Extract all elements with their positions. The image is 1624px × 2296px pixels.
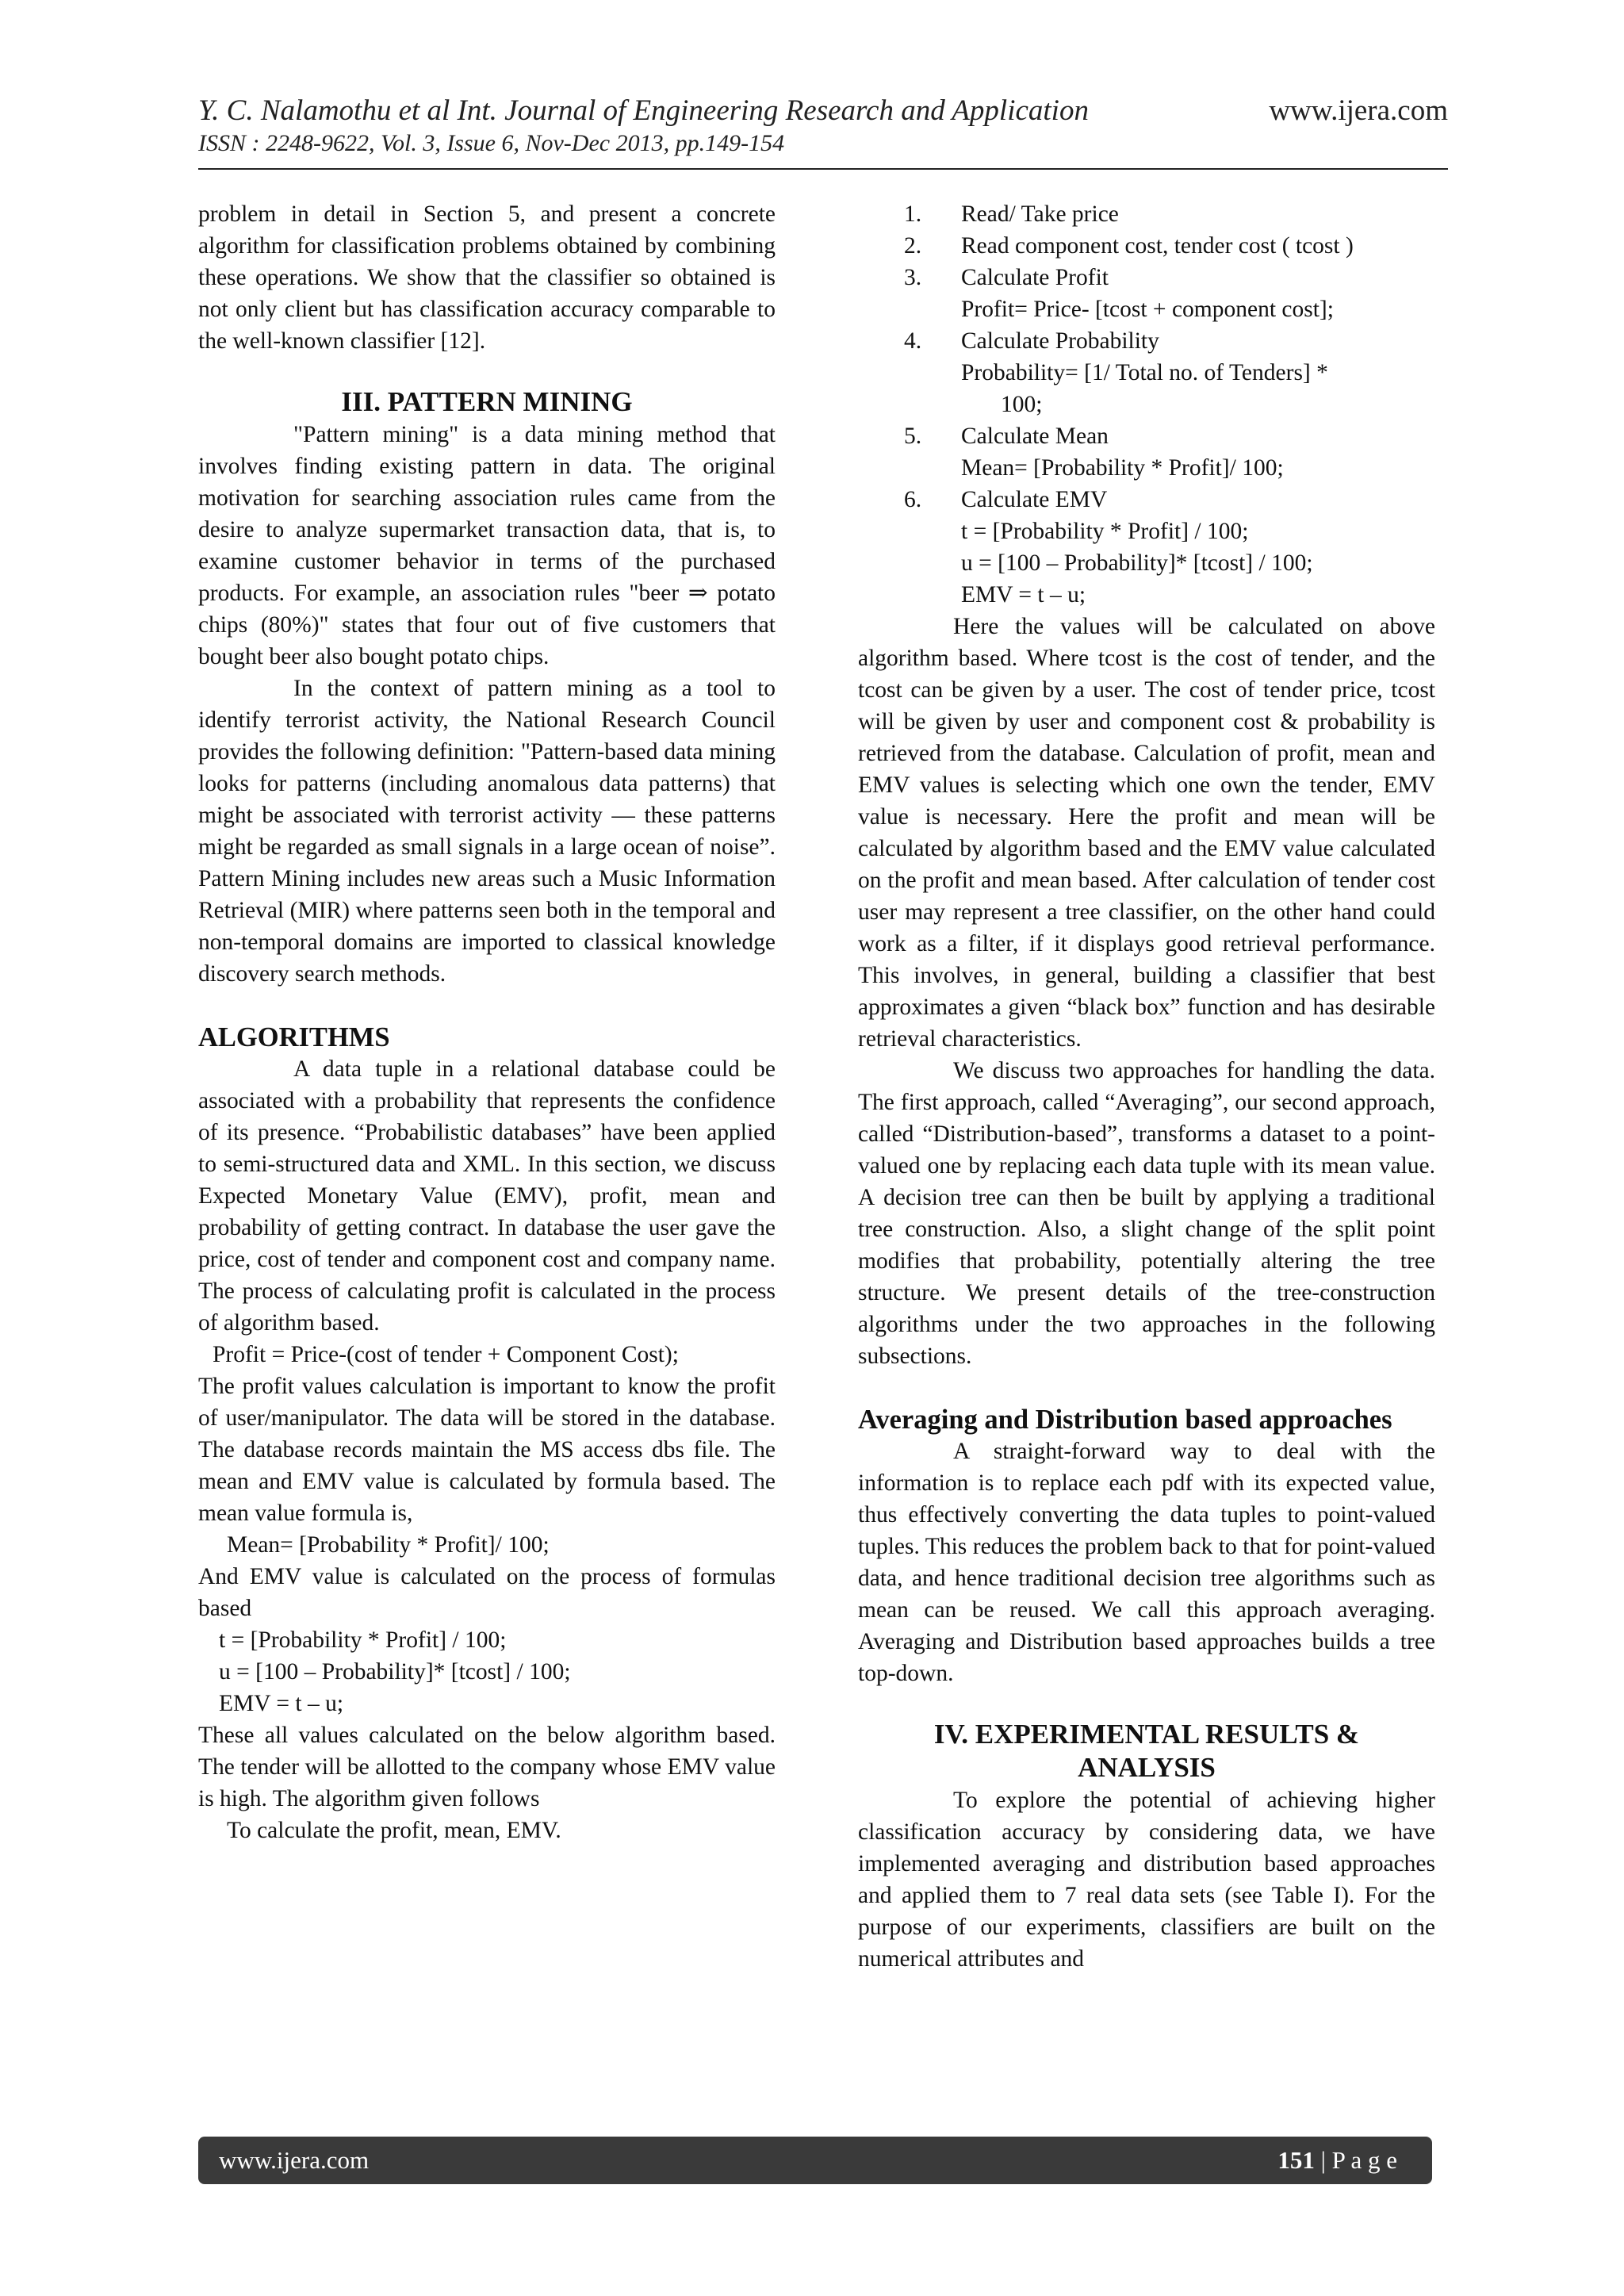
- step-formula: EMV = t – u;: [961, 582, 1086, 608]
- right-paragraph-1: Here the values will be calculated on above algorithm based. Where tcost is the cost of tender, and the tcost can be given by a user. The cost of tender price, tcost will be given by user and component cost & probability is retrieved from the database. Calculation of profit, mean and EMV values is selecting which one own the tender, EMV value is necessary. Here the profit and mean will be calculated by algorithm based and the EMV value calculated on the profit and mean based. After calculation of tender cost user may represent a tree classifier, on the other hand could work as a filter, if it displays good retrieval performance. This involves, in general, building a classifier that best approximates a given “black box” function and has desirable retrieval characteristics.: [858, 614, 1435, 1052]
- algorithm-step: [858, 420, 1435, 452]
- step-text: Read component cost, tender cost ( tcost ): [961, 233, 1354, 259]
- right-paragraph-4: To explore the potential of achieving higher classification accuracy by considering data, we have implemented averaging and distribution based approaches and applied them to 7 real data sets (see Table I). For the purpose of our experiments, classifiers are built on the numerical attributes and: [858, 1788, 1435, 1972]
- step-formula: Probability= [1/ Total no. of Tenders] *: [961, 360, 1328, 385]
- profit-formula: Profit = Price-(cost of tender + Component Cost);: [213, 1342, 679, 1367]
- step-text: Read/ Take price: [961, 201, 1119, 227]
- step-number: 6.: [904, 487, 922, 512]
- averaging-heading: Averaging and Distribution based approaches: [858, 1405, 1392, 1435]
- page-footer: [198, 2137, 1432, 2184]
- right-column: [858, 198, 1435, 1975]
- pattern-mining-paragraph-2: In the context of pattern mining as a tool to identify terrorist activity, the National Research Council provides the following definition: "Pattern-based data mining looks for patterns (including anomalous data patterns) that might be associated with terrorist activity — these patterns might be regarded as small signals in a large ocean of noise”. Pattern Mining includes new areas such a Music Information Retrieval (MIR) where patterns seen both in the temporal and non-temporal domains are imported to classical knowledge discovery search methods.: [198, 676, 776, 987]
- algorithms-heading: ALGORITHMS: [198, 1022, 390, 1052]
- step-formula: Mean= [Probability * Profit]/ 100;: [961, 455, 1284, 481]
- algorithm-steps: [858, 325, 1435, 357]
- step-formula: t = [Probability * Profit] / 100;: [961, 519, 1249, 544]
- left-column: [198, 198, 776, 1846]
- section-heading-line-1: IV. EXPERIMENTAL RESULTS &: [933, 1719, 1360, 1750]
- section-heading-line-2: ANALYSIS: [1078, 1752, 1216, 1783]
- spacer: [198, 357, 776, 385]
- section-heading-experimental: [858, 1718, 1435, 1784]
- spacer: [198, 990, 776, 1022]
- algorithms-paragraph-5: To calculate the profit, mean, EMV.: [227, 1818, 561, 1843]
- step-number: 1.: [904, 201, 922, 227]
- spacer: [858, 1372, 1435, 1404]
- algorithm-step: [858, 198, 1435, 230]
- step-formula-continued: 100;: [1001, 392, 1043, 417]
- algorithm-steps: [858, 484, 1435, 516]
- algorithm-step: [858, 484, 1435, 516]
- step-number: 5.: [904, 424, 922, 449]
- algorithm-step: [858, 325, 1435, 357]
- right-paragraph-2: We discuss two approaches for handling the data. The first approach, called “Averaging”, our second approach, called “Distribution-based”, transforms a dataset to a point-valued one by replacing each data tuple with its mean value. A decision tree can then be built by applying a traditional tree construction. Also, a slight change of the split point modifies that probability, potentially altering the tree structure. We present details of the tree-construction algorithms under the two approaches in the following subsections.: [858, 1058, 1435, 1369]
- algorithm-step: [858, 230, 1435, 262]
- running-header: [198, 94, 1448, 159]
- step-text: Calculate EMV: [961, 487, 1108, 512]
- step-text: Calculate Probability: [961, 328, 1159, 354]
- algorithms-paragraph-4: These all values calculated on the below algorithm based. The tender will be allotted to the company whose EMV value is high. The algorithm given follows: [198, 1723, 776, 1811]
- step-number: 2.: [904, 233, 922, 259]
- issn-line: ISSN : 2248-9622, Vol. 3, Issue 6, Nov-Dec 2013, pp.149-154: [198, 130, 785, 156]
- spacer: [858, 1689, 1435, 1718]
- algorithms-paragraph-3: And EMV value is calculated on the process of formulas based: [198, 1564, 776, 1621]
- step-number: 3.: [904, 265, 922, 290]
- t-formula: t = [Probability * Profit] / 100;: [219, 1627, 507, 1653]
- step-formula: u = [100 – Probability]* [tcost] / 100;: [961, 550, 1313, 576]
- page-label: | P a g e: [1314, 2146, 1397, 2174]
- footer-page: [1277, 2137, 1397, 2184]
- journal-website[interactable]: www.ijera.com: [1269, 94, 1448, 127]
- step-text: Calculate Profit: [961, 265, 1109, 290]
- header-rule: [198, 168, 1448, 170]
- footer-website[interactable]: www.ijera.com: [219, 2146, 370, 2174]
- step-number: 4.: [904, 328, 922, 354]
- mean-formula: Mean= [Probability * Profit]/ 100;: [227, 1532, 550, 1558]
- pattern-mining-paragraph-1: "Pattern mining" is a data mining method that involves finding existing pattern in data. The original motivation for searching association rules came from the desire to analyze supermarket transaction data, that is, to examine customer behavior in terms of the purchased products. For example, an association rules "beer ⇒ potato chips (80%)" states that four out of five customers that bought beer also bought potato chips.: [198, 422, 776, 669]
- algorithms-paragraph-2: The profit values calculation is important to know the profit of user/manipulator. The data will be stored in the database. The database records maintain the MS access dbs file. The mean and EMV value is calculated by formula based. The mean value formula is,: [198, 1374, 776, 1526]
- algorithms-paragraph-1: A data tuple in a relational database could be associated with a probability that represents the confidence of its presence. “Probabilistic databases” have been applied to semi-structured data and XML. In this section, we discuss Expected Monetary Value (EMV), profit, mean and probability of getting contract. In database the user gave the price, cost of tender and component cost and company name. The process of calculating profit is calculated in the process of algorithm based.: [198, 1056, 776, 1336]
- intro-paragraph: problem in detail in Section 5, and present a concrete algorithm for classification problems obtained by combining these operations. We show that the classifier so obtained is not only client but has classification accuracy comparable to the well-known classifier [12].: [198, 201, 776, 354]
- journal-title: Y. C. Nalamothu et al Int. Journal of Engineering Research and Application: [198, 94, 1089, 127]
- emv-formula: EMV = t – u;: [219, 1691, 344, 1716]
- algorithm-step: [858, 262, 1435, 293]
- section-heading-pattern-mining: III. PATTERN MINING: [341, 386, 633, 417]
- right-paragraph-3: A straight-forward way to deal with the information is to replace each pdf with its expected value, thus effectively converting the data tuples to point-valued tuples. This reduces the problem back to that for point-valued data, and hence traditional decision tree algorithms such as mean can be reused. We call this approach averaging. Averaging and Distribution based approaches builds a tree top-down.: [858, 1439, 1435, 1686]
- algorithm-steps: [858, 198, 1435, 293]
- page-number: 151: [1277, 2146, 1315, 2174]
- step-formula: Profit= Price- [tcost + component cost];: [961, 297, 1334, 322]
- algorithm-steps: [858, 420, 1435, 452]
- u-formula: u = [100 – Probability]* [tcost] / 100;: [219, 1659, 571, 1685]
- step-text: Calculate Mean: [961, 424, 1109, 449]
